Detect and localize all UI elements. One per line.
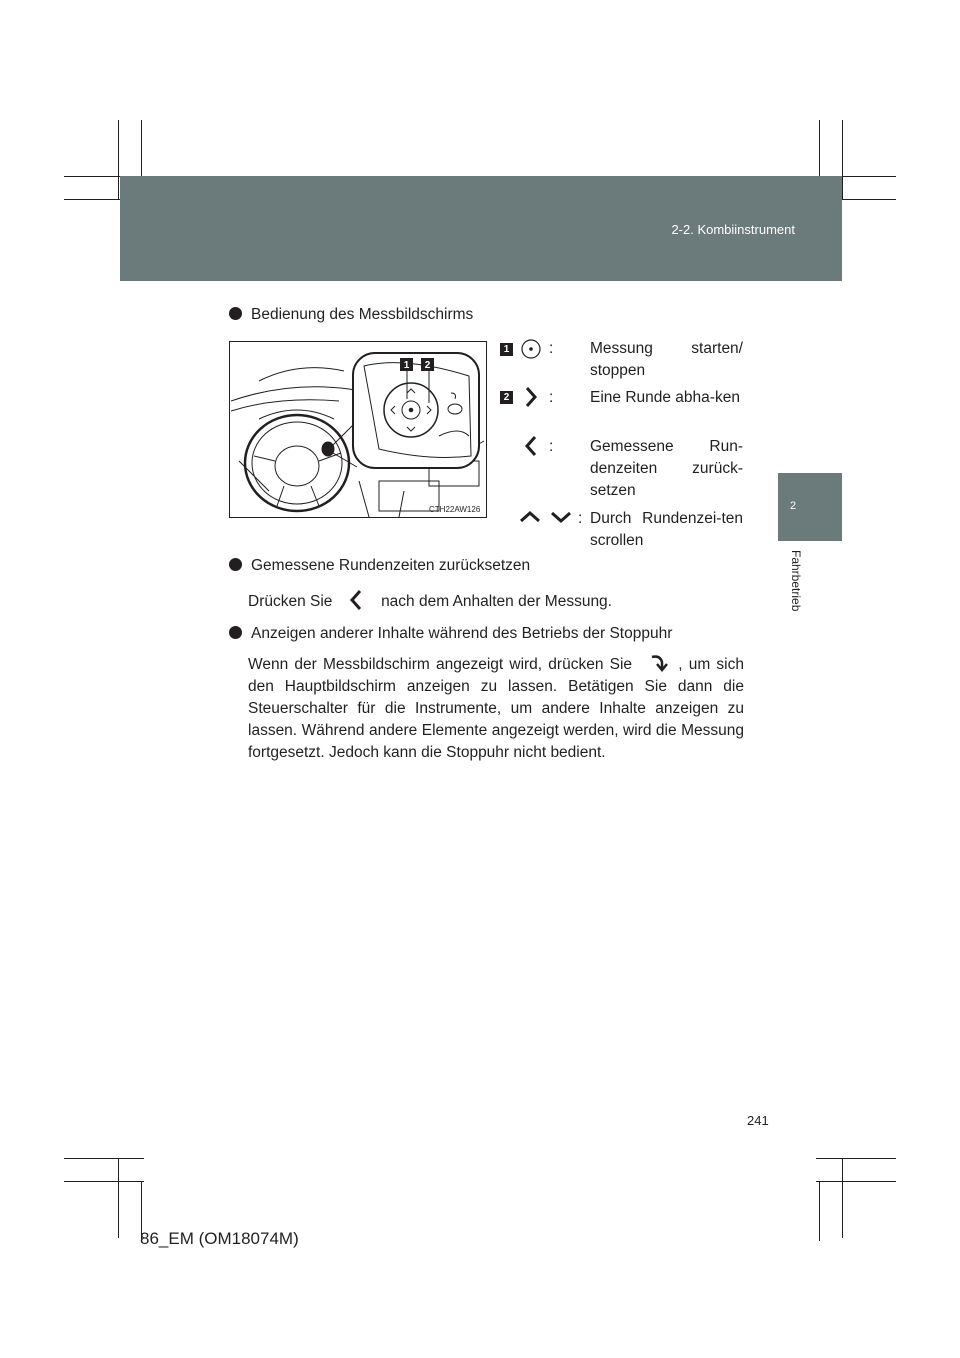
legend-text: Gemessene Run-denzeiten zurück-setzen (590, 438, 743, 499)
number-badge: 2 (500, 391, 513, 404)
chevron-right-icon (522, 385, 540, 409)
steering-wheel-illustration (229, 341, 487, 518)
legend-colon: : (549, 389, 554, 406)
legend-text: Eine Runde abha-ken (590, 389, 740, 406)
bullet-icon (229, 307, 242, 320)
chevron-down-icon (549, 508, 573, 526)
section-title: 2-2. Kombiinstrument (671, 222, 795, 237)
chapter-label: Fahrbetrieb (789, 550, 803, 612)
crop-mark (816, 1181, 896, 1182)
heading-measurement-screen: Bedienung des Messbildschirms (229, 304, 473, 326)
document-code: 86_EM (OM18074M) (140, 1229, 299, 1248)
paragraph-other-content: Wenn der Messbildschirm angezeigt wird, drücken Sie , um sich den Hauptbildschirm anzeigen zu lassen. Betätigen Sie dann die Steuerschalter für die Instrumente, um andere Inhalte anzeigen zu lassen. Während andere Elemente angezeigt werden, wird die Messung fortgesetzt. Jedoch kann die Stoppuhr nicht bedient. (248, 652, 744, 764)
callout-1: 1 (403, 360, 410, 371)
bullet-icon (229, 626, 242, 639)
crop-mark (64, 1158, 144, 1159)
chapter-number: 2 (790, 500, 797, 512)
figure-code: CTH22AW126 (429, 505, 481, 514)
chevron-left-icon (522, 434, 540, 458)
paragraph-reset-instruction: Drücken Sie nach dem Anhalten der Messung. (248, 589, 748, 613)
crop-mark (816, 1158, 896, 1159)
return-arrow-icon (638, 652, 678, 674)
number-badge: 1 (500, 343, 513, 356)
heading-reset-laps: Gemessene Rundenzeiten zurücksetzen (229, 555, 530, 577)
crop-mark (118, 120, 119, 200)
center-dot-button-icon (520, 338, 542, 360)
legend-colon: : (549, 438, 554, 455)
legend-text: Durch Rundenzei-ten scrollen (590, 510, 743, 549)
bullet-icon (229, 558, 242, 571)
legend-text: Messung starten/ stoppen (590, 340, 743, 379)
chapter-tab (778, 473, 842, 541)
chevron-left-icon (337, 589, 377, 611)
legend-colon: : (549, 340, 554, 357)
legend-colon: : (578, 510, 583, 527)
crop-mark (118, 1158, 119, 1238)
crop-mark (64, 1181, 144, 1182)
crop-mark (819, 1181, 820, 1241)
chapter-label-container (787, 550, 803, 640)
crop-mark (842, 1158, 843, 1238)
heading-other-content: Anzeigen anderer Inhalte während des Betriebs der Stoppuhr (229, 623, 672, 645)
crop-mark (842, 120, 843, 200)
page-number: 241 (747, 1113, 769, 1128)
callout-2: 2 (424, 360, 431, 371)
chevron-up-icon (518, 508, 542, 526)
